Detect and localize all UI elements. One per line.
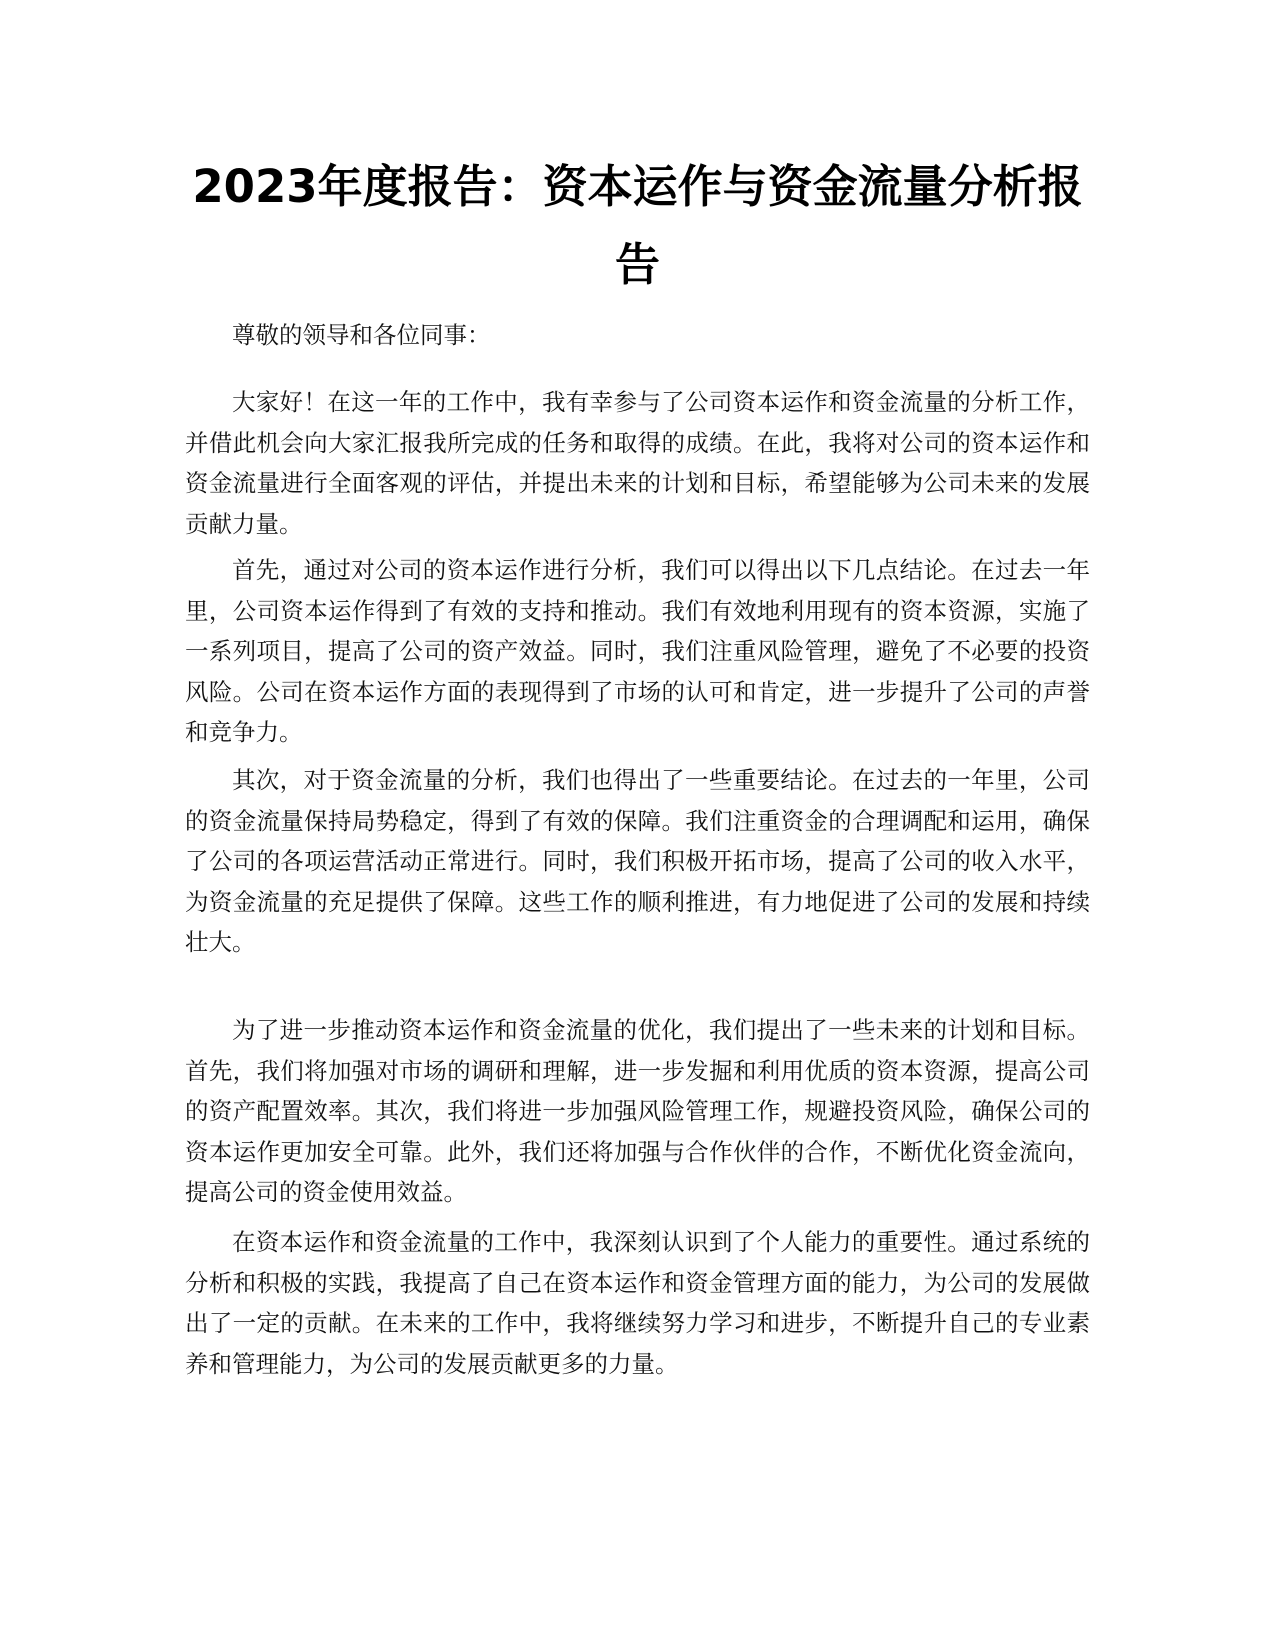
salutation: 尊敬的领导和各位同事： <box>232 321 491 349</box>
paragraph-future-plans: 为了进一步推动资本运作和资金流量的优化，我们提出了一些未来的计划和目标。首先，我们将加强对市场的调研和理解，进一步发掘和利用优质的资本资源，提高公司的资产配置效率。其次，我们将进一步加强风险管理工作，规避投资风险，确保公司的资本运作更加安全可靠。此外，我们还将加强与合作伙伴的合作，不断优化资金流向，提高公司的资金使用效益。 <box>185 1016 1090 1206</box>
document-title: 2023年度报告：资本运作与资金流量分析报告 <box>192 160 1083 291</box>
paragraph-intro: 大家好！在这一年的工作中，我有幸参与了公司资本运作和资金流量的分析工作，并借此机会向大家汇报我所完成的任务和取得的成绩。在此，我将对公司的资本运作和资金流量进行全面客观的评估，并提出未来的计划和目标，希望能够为公司未来的发展贡献力量。 <box>185 388 1090 538</box>
paragraph-personal-reflection: 在资本运作和资金流量的工作中，我深刻认识到了个人能力的重要性。通过系统的分析和积极的实践，我提高了自己在资本运作和资金管理方面的能力，为公司的发展做出了一定的贡献。在未来的工作中，我将继续努力学习和进步，不断提升自己的专业素养和管理能力，为公司的发展贡献更多的力量。 <box>185 1228 1090 1378</box>
paragraph-cash-flow: 其次，对于资金流量的分析，我们也得出了一些重要结论。在过去的一年里，公司的资金流量保持局势稳定，得到了有效的保障。我们注重资金的合理调配和运用，确保了公司的各项运营活动正常进行。同时，我们积极开拓市场，提高了公司的收入水平，为资金流量的充足提供了保障。这些工作的顺利推进，有力地促进了公司的发展和持续壮大。 <box>185 766 1090 956</box>
paragraph-capital-operation: 首先，通过对公司的资本运作进行分析，我们可以得出以下几点结论。在过去一年里，公司资本运作得到了有效的支持和推动。我们有效地利用现有的资本资源，实施了一系列项目，提高了公司的资产效益。同时，我们注重风险管理，避免了不必要的投资风险。公司在资本运作方面的表现得到了市场的认可和肯定，进一步提升了公司的声誉和竞争力。 <box>185 556 1090 746</box>
